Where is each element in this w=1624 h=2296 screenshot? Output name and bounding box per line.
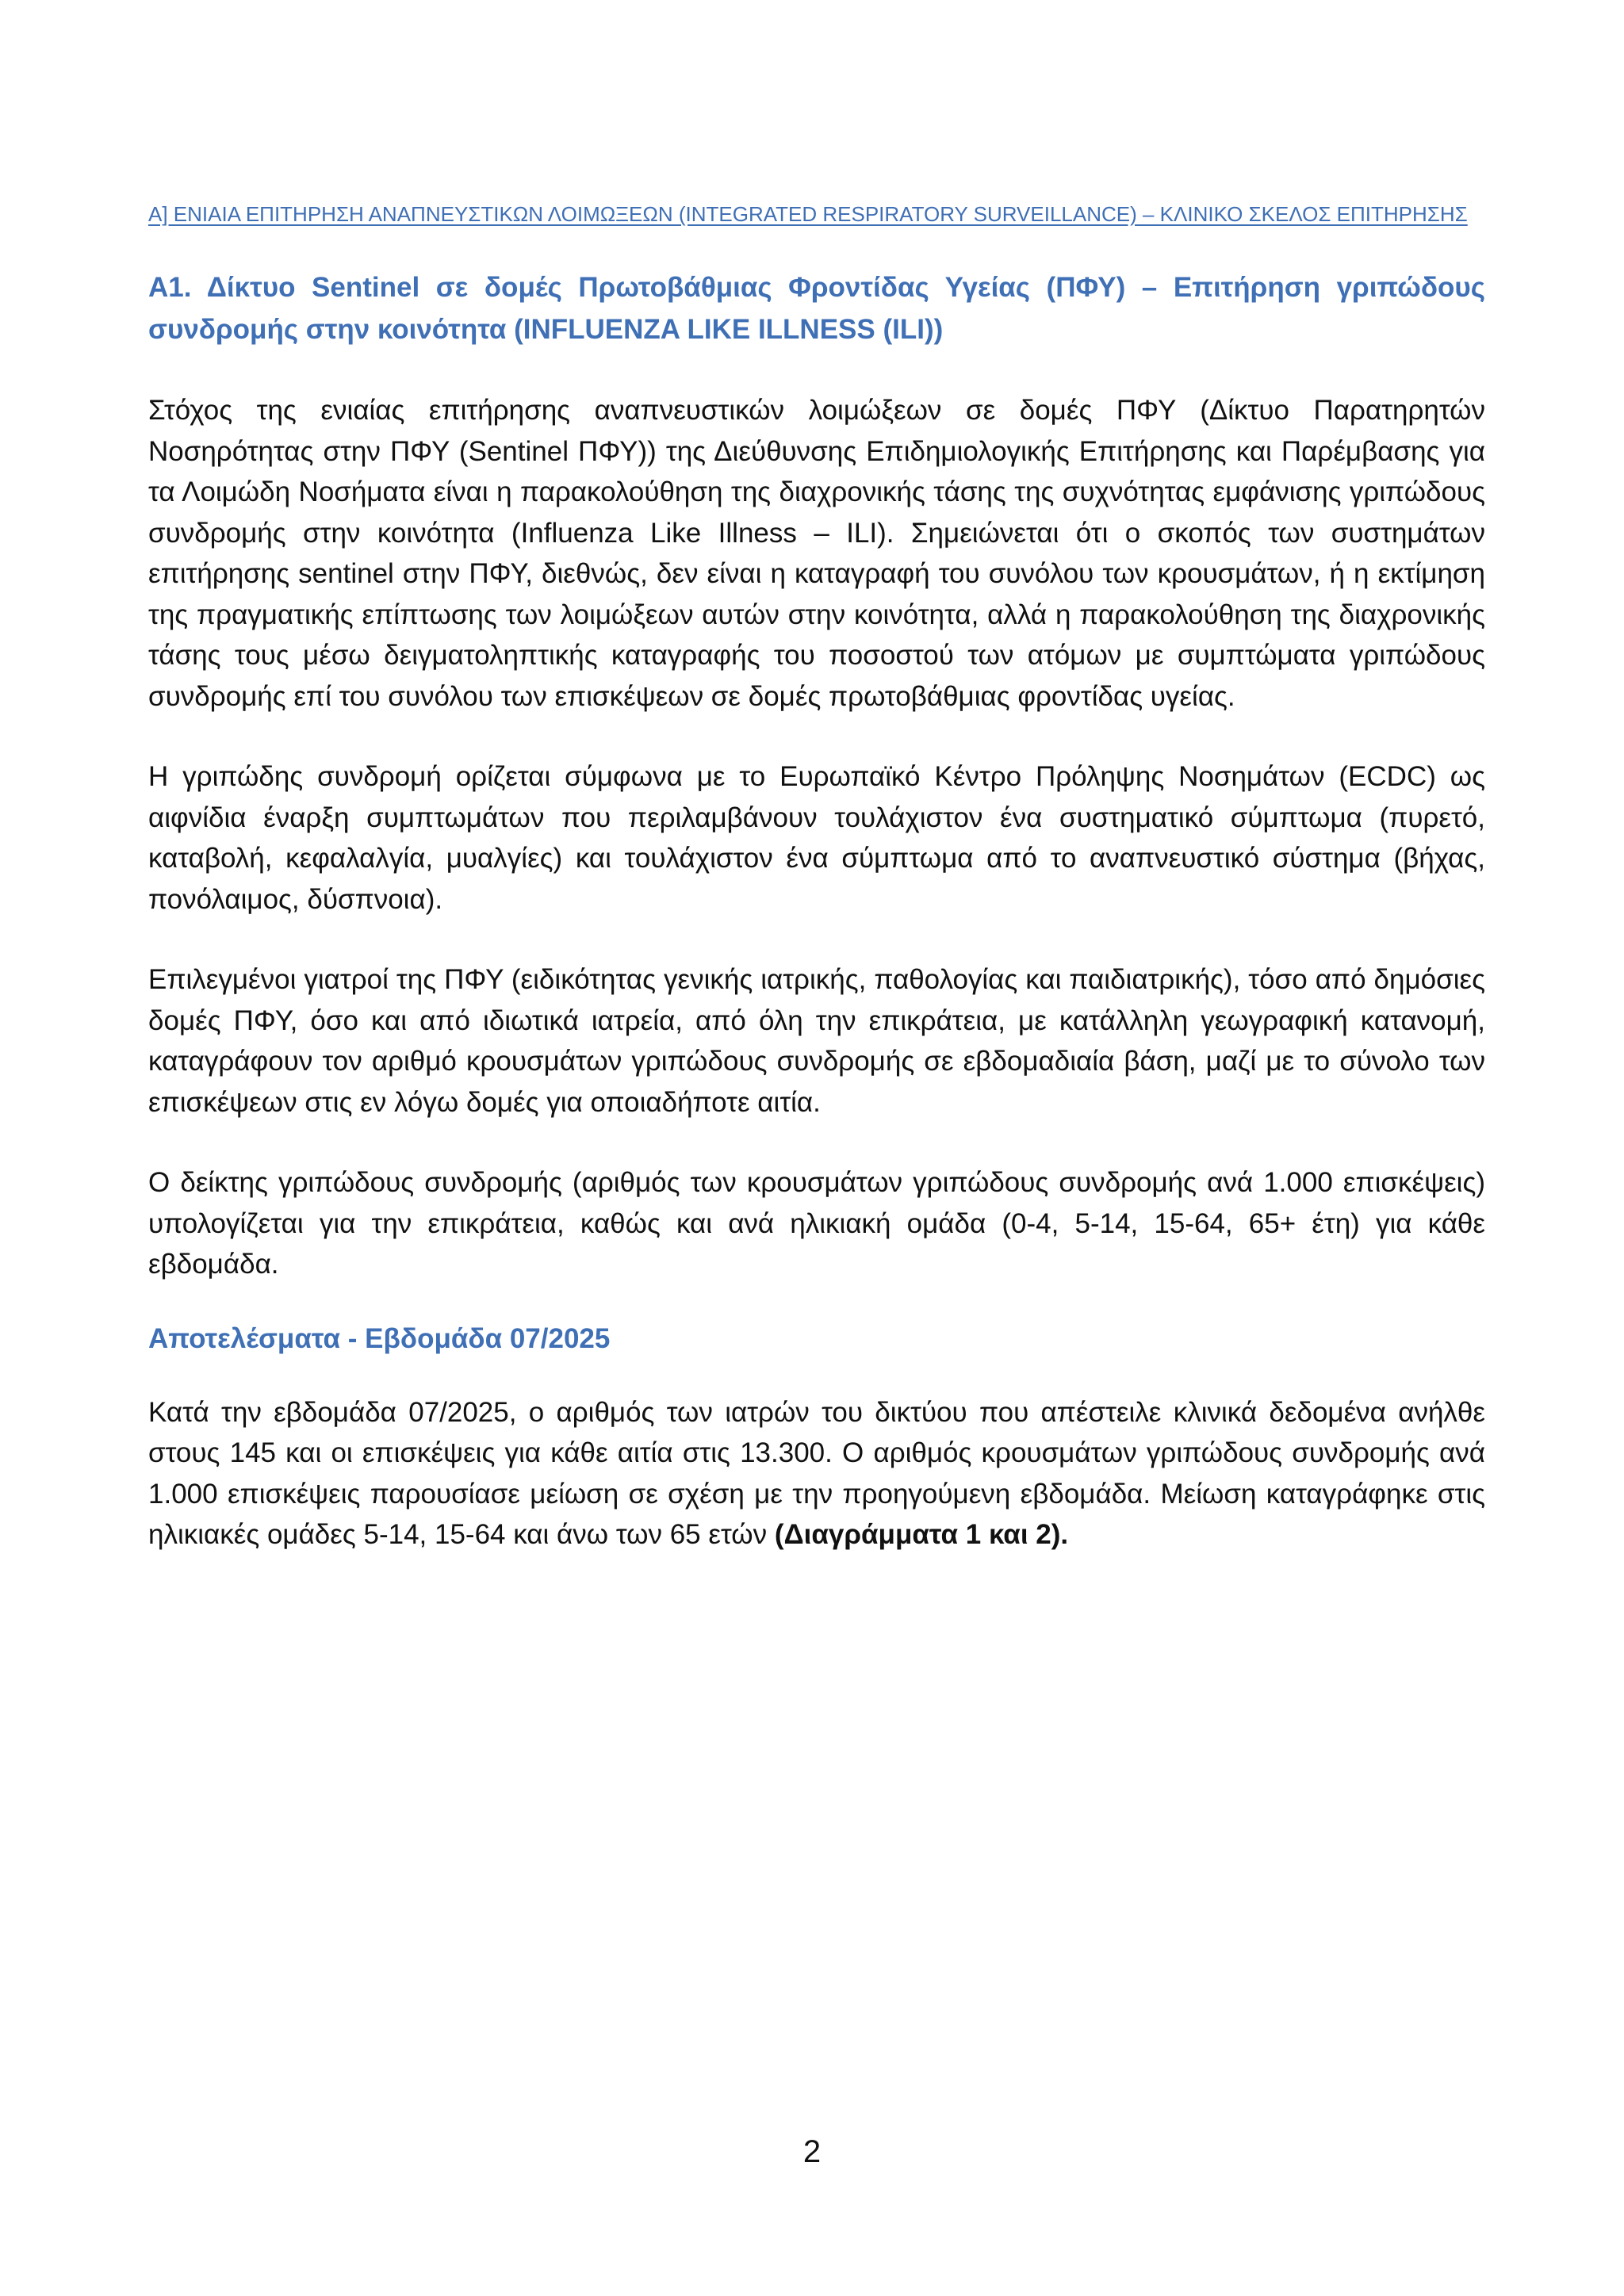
paragraph-objective: Στόχος της ενιαίας επιτήρησης αναπνευστικών λοιμώξεων σε δομές ΠΦΥ (Δίκτυο Παρατηρητών Νοσηρότητας στην ΠΦΥ (Sentinel ΠΦΥ)) της Διεύθυνσης Επιδημιολογικής Επιτήρησης και Παρέμβασης για τα Λοιμώδη Νοσήματα είναι η παρακολούθηση της διαχρονικής τάσης της συχνότητας εμφάνισης γριπώδους συνδρομής στην κοινότητα (Influenza Like Illness – ILI). Σημειώνεται ότι ο σκοπός των συστημάτων επιτήρησης sentinel στην ΠΦΥ, διεθνώς, δεν είναι η καταγραφή του συνόλου των κρουσμάτων, ή η εκτίμηση της πραγματικής επίπτωσης των λοιμώξεων αυτών στην κοινότητα, αλλά η παρακολούθηση της διαχρονικής τάσης τους μέσω δειγματοληπτικής καταγραφής του ποσοστού των ατόμων με συμπτώματα γριπώδους συνδρομής επί του συνόλου των επισκέψεων σε δομές πρωτοβάθμιας φροντίδας υγείας. [148, 395, 1485, 712]
paragraph-ili-index: Ο δείκτης γριπώδους συνδρομής (αριθμός των κρουσμάτων γριπώδους συνδρομής ανά 1.000 επισκέψεις) υπολογίζεται για την επικράτεια, καθώς και ανά ηλικιακή ομάδα (0-4, 5-14, 15-64, 65+ έτη) για κάθε εβδομάδα. [148, 1167, 1485, 1280]
subsection-heading-sentinel-network: Α1. Δίκτυο Sentinel σε δομές Πρωτοβάθμιας Φροντίδας Υγείας (ΠΦΥ) – Επιτήρηση γριπώδους συνδρομής στην κοινότητα (INFLUENZA LIKE ILLNESS (ILI)) [148, 272, 1485, 345]
results-heading: Αποτελέσματα - Εβδομάδα 07/2025 [148, 1322, 611, 1354]
document-page [148, 198, 1485, 1556]
section-heading-integrated-surveillance: Α] ΕΝΙΑΙΑ ΕΠΙΤΗΡΗΣΗ ΑΝΑΠΝΕΥΣΤΙΚΩΝ ΛΟΙΜΩΞΕΩΝ (INTEGRATED RESPIRATORY SURVEILLANCE) – ΚΛΙΝΙΚΟ ΣΚΕΛΟΣ ΕΠΙΤΗΡΗΣΗΣ [148, 202, 1468, 226]
figure-reference: (Διαγράμματα 1 και 2). [774, 1519, 1069, 1550]
paragraph-results [148, 1392, 1485, 1556]
page-number: 2 [802, 2134, 822, 2169]
results-text: Κατά την εβδομάδα 07/2025, ο αριθμός των ιατρών του δικτύου που απέστειλε κλινικά δεδομένα ανήλθε στους 145 και οι επισκέψεις για κάθε αιτία στις 13.300. Ο αριθμός κρουσμάτων γριπώδους συνδρομής ανά 1.000 επισκέψεις παρουσίασε μείωση σε σχέση με την προηγούμενη εβδομάδα. Μείωση καταγράφηκε στις ηλικιακές ομάδες 5-14, 15-64 και άνω των 65 ετών [148, 1396, 1485, 1550]
paragraph-ili-definition: Η γριπώδης συνδρομή ορίζεται σύμφωνα με το Ευρωπαϊκό Κέντρο Πρόληψης Νοσημάτων (ECDC) ως αιφνίδια έναρξη συμπτωμάτων που περιλαμβάνουν τουλάχιστον ένα συστηματικό σύμπτωμα (πυρετό, καταβολή, κεφαλαλγία, μυαλγίες) και τουλάχιστον ένα σύμπτωμα από το αναπνευστικό σύστημα (βήχας, πονόλαιμος, δύσπνοια). [148, 761, 1485, 915]
paragraph-selected-doctors: Επιλεγμένοι γιατροί της ΠΦΥ (ειδικότητας γενικής ιατρικής, παθολογίας και παιδιατρικής), τόσο από δημόσιες δομές ΠΦΥ, όσο και από ιδιωτικά ιατρεία, από όλη την επικράτεια, με κατάλληλη γεωγραφική κατανομή, καταγράφουν τον αριθμό κρουσμάτων γριπώδους συνδρομής σε εβδομαδιαία βάση, μαζί με το σύνολο των επισκέψεων στις εν λόγω δομές για οποιαδήποτε αιτία. [148, 964, 1485, 1118]
